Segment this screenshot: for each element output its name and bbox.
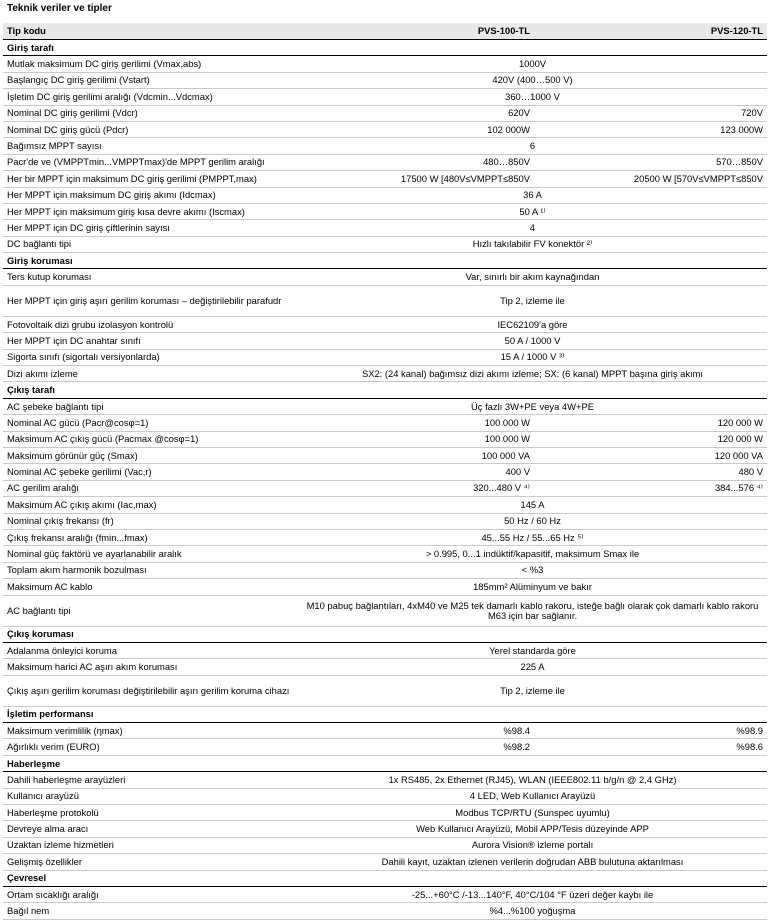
spec-label: Ağırlıklı verim (EURO) — [3, 739, 298, 755]
spec-value-shared: Yerel standarda göre — [298, 642, 767, 658]
spec-row — [3, 236, 767, 252]
spec-row — [3, 105, 767, 121]
spec-label: Dahili haberleşme arayüzleri — [3, 772, 298, 788]
spec-value-shared: 1x RS485, 2x Ethernet (RJ45), WLAN (IEEE802.11 b/g/n @ 2,4 GHz) — [298, 772, 767, 788]
spec-value-shared: Var, sınırlı bir akım kaynağından — [298, 269, 767, 285]
spec-label: Çıkış aşırı gerilim koruması değiştirilebilir aşırı gerilim koruma cihazı — [3, 675, 298, 706]
spec-row — [3, 772, 767, 788]
spec-row — [3, 854, 767, 870]
spec-label: Gelişmiş özellikler — [3, 854, 298, 870]
spec-value-model-2: %98.9 — [534, 723, 767, 739]
spec-row — [3, 739, 767, 755]
spec-row — [3, 805, 767, 821]
section-heading-row — [3, 40, 767, 56]
section-heading-row — [3, 755, 767, 771]
spec-label: Adalanma önleyici koruma — [3, 642, 298, 658]
section-heading: Haberleşme — [3, 755, 767, 771]
spec-label: Maksimum AC kablo — [3, 579, 298, 595]
spec-row — [3, 497, 767, 513]
spec-row — [3, 447, 767, 463]
spec-label: Bağımsız MPPT sayısı — [3, 138, 298, 154]
spec-label: Her bir MPPT için maksimum DC giriş gerilimi (PMPPT,max) — [3, 171, 298, 187]
spec-label: Fotovoltaik dizi grubu izolasyon kontrolü — [3, 316, 298, 332]
spec-label: AC şebeke bağlantı tipi — [3, 398, 298, 414]
spec-label: Nominal AC gücü (Pacr@cosφ=1) — [3, 415, 298, 431]
spec-row — [3, 788, 767, 804]
spec-row — [3, 316, 767, 332]
spec-label: Sigorta sınıfı (sigortalı versiyonlarda) — [3, 349, 298, 365]
spec-row — [3, 366, 767, 382]
spec-row — [3, 513, 767, 529]
spec-label: Ters kutup koruması — [3, 269, 298, 285]
spec-table-body — [3, 23, 767, 919]
spec-value-shared: Tip 2, izleme ile — [298, 285, 767, 316]
spec-value-shared: 1000V — [298, 56, 767, 72]
spec-label: Maksimum AC çıkış gücü (Pacmax @cosφ=1) — [3, 431, 298, 447]
spec-row — [3, 431, 767, 447]
spec-row — [3, 529, 767, 545]
section-heading: İşletim performansı — [3, 706, 767, 722]
spec-label: Maksimum harici AC aşırı akım koruması — [3, 659, 298, 675]
spec-label: Maksimum AC çıkış akımı (Iac,max) — [3, 497, 298, 513]
spec-value-shared: 185mm² Alüminyum ve bakır — [298, 579, 767, 595]
spec-value-model-2: %98.6 — [534, 739, 767, 755]
spec-row — [3, 837, 767, 853]
section-heading-row — [3, 706, 767, 722]
spec-value-shared: 15 A / 1000 V ³⁾ — [298, 349, 767, 365]
spec-table — [3, 23, 767, 920]
spec-value-shared: 360…1000 V — [298, 89, 767, 105]
spec-row — [3, 821, 767, 837]
spec-row — [3, 333, 767, 349]
spec-row — [3, 203, 767, 219]
spec-label: AC bağlantı tipi — [3, 595, 298, 626]
spec-value-shared: Modbus TCP/RTU (Sunspec uyumlu) — [298, 805, 767, 821]
spec-label: Uzaktan izleme hizmetleri — [3, 837, 298, 853]
spec-row — [3, 349, 767, 365]
spec-label: Nominal DC giriş gücü (Pdcr) — [3, 121, 298, 137]
spec-value-model-1: 100 000 W — [298, 415, 534, 431]
section-heading-row — [3, 870, 767, 886]
spec-label: AC gerilim aralığı — [3, 480, 298, 496]
spec-row — [3, 154, 767, 170]
spec-value-model-1: 100 000 W — [298, 431, 534, 447]
spec-label: Maksimum verimlilik (ηmax) — [3, 723, 298, 739]
spec-value-model-1: 620V — [298, 105, 534, 121]
spec-label: Her MPPT için maksimum giriş kısa devre akımı (Iscmax) — [3, 203, 298, 219]
spec-value-model-1: 100 000 VA — [298, 447, 534, 463]
spec-value-shared: 6 — [298, 138, 767, 154]
spec-value-model-2: 123 000W — [534, 121, 767, 137]
spec-label: Bağıl nem — [3, 903, 298, 919]
spec-row — [3, 220, 767, 236]
spec-value-shared: 50 A ¹⁾ — [298, 203, 767, 219]
spec-value-shared: 45...55 Hz / 55...65 Hz ⁵⁾ — [298, 529, 767, 545]
spec-value-model-1: %98.2 — [298, 739, 534, 755]
spec-label: Her MPPT için giriş aşırı gerilim koruması – değiştirilebilir parafudr — [3, 285, 298, 316]
spec-value-model-1: 17500 W [480V≤VMPPT≤850V — [298, 171, 534, 187]
spec-row — [3, 121, 767, 137]
spec-label: Her MPPT için DC anahtar sınıfı — [3, 333, 298, 349]
spec-row — [3, 187, 767, 203]
spec-value-shared: 36 A — [298, 187, 767, 203]
spec-value-shared: 4 — [298, 220, 767, 236]
spec-row — [3, 285, 767, 316]
spec-label: Mutlak maksimum DC giriş gerilimi (Vmax,abs) — [3, 56, 298, 72]
section-heading-row — [3, 382, 767, 398]
table-header-row — [3, 23, 767, 40]
spec-value-shared: 225 A — [298, 659, 767, 675]
header-model-1: PVS-100-TL — [298, 23, 534, 40]
section-heading: Giriş tarafı — [3, 40, 767, 56]
spec-value-shared: IEC62109'a göre — [298, 316, 767, 332]
section-heading: Giriş koruması — [3, 253, 767, 269]
spec-label: Her MPPT için DC giriş çiftlerinin sayısı — [3, 220, 298, 236]
spec-value-model-2: 384...576 ⁴⁾ — [534, 480, 767, 496]
spec-row — [3, 546, 767, 562]
spec-row — [3, 398, 767, 414]
spec-row — [3, 480, 767, 496]
spec-value-shared: M10 pabuç bağlantıları, 4xM40 ve M25 tek damarlı kablo rakoru, isteğe bağlı olarak çok damarlı kablo rakoru M63 için bar sağlanır. — [298, 595, 767, 626]
spec-value-model-2: 20500 W [570V≤VMPPT≤850V — [534, 171, 767, 187]
spec-row — [3, 579, 767, 595]
spec-value-shared: < %3 — [298, 562, 767, 578]
spec-value-shared: Tip 2, izleme ile — [298, 675, 767, 706]
section-heading-row — [3, 253, 767, 269]
spec-label: Ortam sıcaklığı aralığı — [3, 886, 298, 902]
spec-value-shared: > 0.995, 0...1 indüktif/kapasitif, maksimum Smax ile — [298, 546, 767, 562]
spec-row — [3, 269, 767, 285]
spec-row — [3, 72, 767, 88]
spec-row — [3, 415, 767, 431]
header-model-2: PVS-120-TL — [534, 23, 767, 40]
spec-value-shared: Dahili kayıt, uzaktan izlenen verilerin doğrudan ABB bulutuna aktarılması — [298, 854, 767, 870]
spec-value-shared: 420V (400…500 V) — [298, 72, 767, 88]
spec-row — [3, 56, 767, 72]
spec-value-shared: Üç fazlı 3W+PE veya 4W+PE — [298, 398, 767, 414]
spec-value-model-1: %98.4 — [298, 723, 534, 739]
spec-row — [3, 171, 767, 187]
spec-label: Kullanıcı arayüzü — [3, 788, 298, 804]
spec-value-model-2: 570…850V — [534, 154, 767, 170]
spec-label: Dizi akımı izleme — [3, 366, 298, 382]
spec-label: Nominal güç faktörü ve ayarlanabilir aralık — [3, 546, 298, 562]
spec-row — [3, 138, 767, 154]
spec-row — [3, 659, 767, 675]
spec-row — [3, 89, 767, 105]
spec-row — [3, 595, 767, 626]
spec-value-shared: 50 A / 1000 V — [298, 333, 767, 349]
spec-value-shared: -25...+60°C /-13...140°F, 40°C/104 °F üzeri değer kaybı ile — [298, 886, 767, 902]
spec-label: Pacr'de ve (VMPPTmin...VMPPTmax)'de MPPT gerilim aralığı — [3, 154, 298, 170]
spec-label: İşletim DC giriş gerilimi aralığı (Vdcmin...Vdcmax) — [3, 89, 298, 105]
spec-value-model-2: 720V — [534, 105, 767, 121]
spec-value-model-2: 120 000 W — [534, 415, 767, 431]
spec-label: Devreye alma aracı — [3, 821, 298, 837]
spec-value-model-1: 400 V — [298, 464, 534, 480]
spec-row — [3, 903, 767, 919]
spec-value-shared: Hızlı takılabilir FV konektör ²⁾ — [298, 236, 767, 252]
spec-label: Haberleşme protokolü — [3, 805, 298, 821]
spec-value-model-1: 480…850V — [298, 154, 534, 170]
section-heading: Çıkış tarafı — [3, 382, 767, 398]
spec-value-model-2: 120 000 VA — [534, 447, 767, 463]
spec-row — [3, 464, 767, 480]
spec-label: Maksimum görünür güç (Smax) — [3, 447, 298, 463]
spec-row — [3, 723, 767, 739]
section-heading: Çıkış koruması — [3, 626, 767, 642]
spec-value-model-2: 480 V — [534, 464, 767, 480]
spec-value-shared: %4...%100 yoğuşma — [298, 903, 767, 919]
spec-row — [3, 886, 767, 902]
spec-value-model-1: 102 000W — [298, 121, 534, 137]
spec-label: Nominal AC şebeke gerilimi (Vac,r) — [3, 464, 298, 480]
spec-row — [3, 642, 767, 658]
section-heading: Çevresel — [3, 870, 767, 886]
document-title: Teknik veriler ve tipler — [7, 3, 112, 14]
spec-value-model-2: 120 000 W — [534, 431, 767, 447]
spec-value-shared: SX2: (24 kanal) bağımsız dizi akımı izleme; SX: (6 kanal) MPPT başına giriş akımı — [298, 366, 767, 382]
spec-value-shared: 4 LED, Web Kullanıcı Arayüzü — [298, 788, 767, 804]
spec-value-shared: 50 Hz / 60 Hz — [298, 513, 767, 529]
spec-value-model-1: 320...480 V ⁴⁾ — [298, 480, 534, 496]
spec-row — [3, 562, 767, 578]
spec-value-shared: Web Kullanıcı Arayüzü, Mobil APP/Tesis düzeyinde APP — [298, 821, 767, 837]
spec-label: Çıkış frekansı aralığı (fmin...fmax) — [3, 529, 298, 545]
spec-label: DC bağlantı tipi — [3, 236, 298, 252]
spec-label: Her MPPT için maksimum DC giriş akımı (Idcmax) — [3, 187, 298, 203]
spec-value-shared: 145 A — [298, 497, 767, 513]
header-type-code-label: Tip kodu — [3, 23, 298, 40]
spec-row — [3, 675, 767, 706]
section-heading-row — [3, 626, 767, 642]
spec-label: Toplam akım harmonik bozulması — [3, 562, 298, 578]
spec-label: Başlangıç DC giriş gerilimi (Vstart) — [3, 72, 298, 88]
spec-value-shared: Aurora Vision® izleme portalı — [298, 837, 767, 853]
spec-label: Nominal çıkış frekansı (fr) — [3, 513, 298, 529]
spec-label: Nominal DC giriş gerilimi (Vdcr) — [3, 105, 298, 121]
